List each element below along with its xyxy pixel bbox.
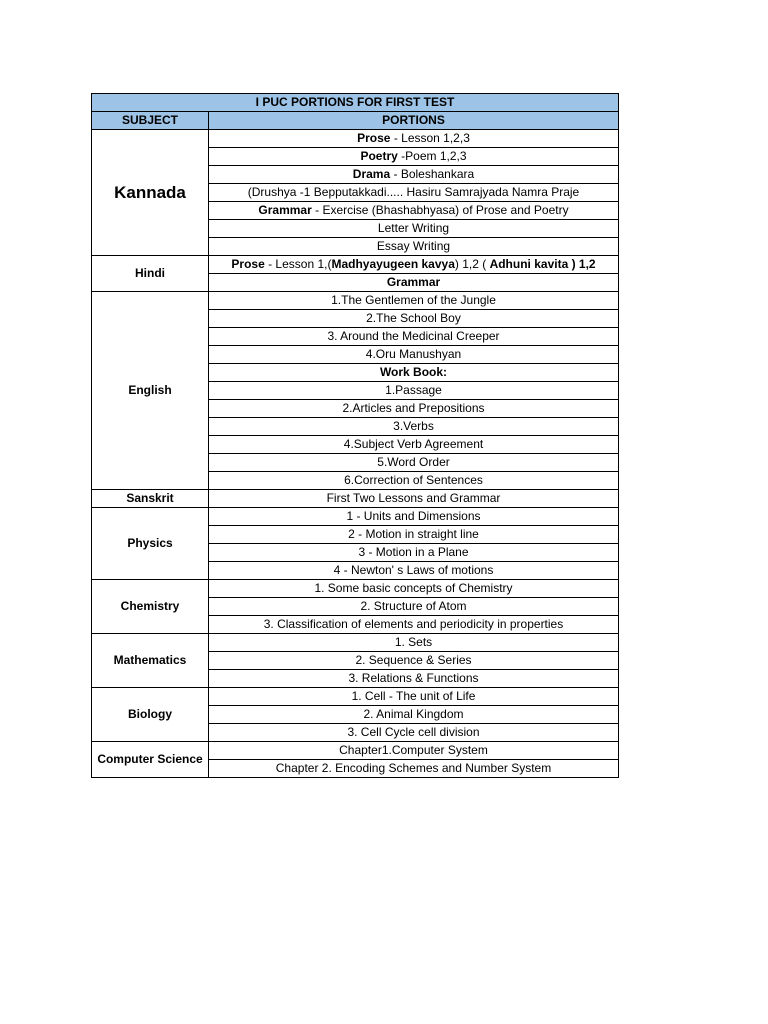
portion-text: - Exercise (Bhashabhyasa) of Prose and Poetry bbox=[311, 203, 569, 217]
subject-cell: English bbox=[92, 292, 209, 490]
table-row bbox=[92, 688, 619, 706]
portion-text: (Drushya -1 Bepputakkadi..... Hasiru Samrajyada Namra Praje bbox=[247, 185, 580, 199]
subject-cell: Biology bbox=[92, 688, 209, 742]
portion-bold-text: Prose bbox=[357, 131, 391, 145]
portion-text: 4 - Newton' s Laws of motions bbox=[333, 563, 494, 577]
portion-cell bbox=[209, 724, 619, 742]
portion-text: 3. Cell Cycle cell division bbox=[347, 725, 480, 739]
subject-cell: Hindi bbox=[92, 256, 209, 292]
portion-cell bbox=[209, 688, 619, 706]
portion-bold-text: Madhyayugeen kavya bbox=[331, 257, 455, 271]
portion-text: 3. Classification of elements and periodicity in properties bbox=[263, 617, 564, 631]
portion-cell bbox=[209, 382, 619, 400]
table-row bbox=[92, 130, 619, 148]
subject-cell: Physics bbox=[92, 508, 209, 580]
portion-text: 2. Sequence & Series bbox=[355, 653, 472, 667]
header-row bbox=[92, 112, 619, 130]
table-row bbox=[92, 490, 619, 508]
portion-cell bbox=[209, 634, 619, 652]
portion-bold-text: Work Book: bbox=[379, 365, 448, 379]
portions-header: PORTIONS bbox=[209, 112, 619, 130]
portion-cell bbox=[209, 400, 619, 418]
subject-cell: Chemistry bbox=[92, 580, 209, 634]
portion-text: 3. Around the Medicinal Creeper bbox=[327, 329, 500, 343]
portion-cell bbox=[209, 598, 619, 616]
portion-cell bbox=[209, 148, 619, 166]
portion-text: 3. Relations & Functions bbox=[348, 671, 479, 685]
portion-text: - Lesson 1,( bbox=[264, 257, 332, 271]
table-row bbox=[92, 508, 619, 526]
portion-cell bbox=[209, 616, 619, 634]
portion-cell bbox=[209, 508, 619, 526]
portion-cell bbox=[209, 364, 619, 382]
portion-cell bbox=[209, 562, 619, 580]
portion-text: -Poem 1,2,3 bbox=[397, 149, 467, 163]
portion-text: First Two Lessons and Grammar bbox=[326, 491, 501, 505]
portions-table bbox=[91, 93, 619, 778]
portion-bold-text: Poetry bbox=[360, 149, 398, 163]
portion-cell bbox=[209, 742, 619, 760]
portion-cell bbox=[209, 760, 619, 778]
portion-text: 5.Word Order bbox=[377, 455, 450, 469]
table-row bbox=[92, 256, 619, 274]
portion-bold-text: Drama bbox=[352, 167, 391, 181]
subject-cell: Sanskrit bbox=[92, 490, 209, 508]
portion-text: 4.Subject Verb Agreement bbox=[343, 437, 484, 451]
portion-text: 1. Sets bbox=[394, 635, 433, 649]
table-row bbox=[92, 580, 619, 598]
portion-text: - Lesson 1,2,3 bbox=[390, 131, 470, 145]
portion-cell bbox=[209, 490, 619, 508]
portion-bold-text: Grammar bbox=[258, 203, 312, 217]
portion-text: - Boleshankara bbox=[390, 167, 475, 181]
portion-text: Chapter1.Computer System bbox=[339, 743, 488, 757]
portion-text: 2.Articles and Prepositions bbox=[342, 401, 485, 415]
portion-cell bbox=[209, 220, 619, 238]
portion-bold-text: Prose bbox=[231, 257, 265, 271]
table-row bbox=[92, 742, 619, 760]
portion-text: Chapter 2. Encoding Schemes and Number System bbox=[275, 761, 552, 775]
table-row bbox=[92, 292, 619, 310]
portion-cell bbox=[209, 472, 619, 490]
portion-cell bbox=[209, 526, 619, 544]
portion-text: 2. Animal Kingdom bbox=[363, 707, 464, 721]
portion-cell bbox=[209, 202, 619, 220]
portion-text: 2 - Motion in straight line bbox=[348, 527, 479, 541]
table-row bbox=[92, 634, 619, 652]
portion-text: 3.Verbs bbox=[393, 419, 434, 433]
portion-text: 2. Structure of Atom bbox=[360, 599, 467, 613]
portion-cell bbox=[209, 652, 619, 670]
portion-bold-text: Grammar bbox=[386, 275, 441, 289]
portion-text: ) 1,2 ( bbox=[454, 257, 490, 271]
portion-cell bbox=[209, 436, 619, 454]
portion-cell bbox=[209, 256, 619, 274]
portion-cell bbox=[209, 238, 619, 256]
portion-cell bbox=[209, 130, 619, 148]
portion-cell bbox=[209, 454, 619, 472]
portion-cell bbox=[209, 184, 619, 202]
portion-text: 2.The School Boy bbox=[366, 311, 461, 325]
portion-cell bbox=[209, 580, 619, 598]
portion-text: 6.Correction of Sentences bbox=[344, 473, 483, 487]
portion-text: Essay Writing bbox=[376, 239, 451, 253]
portion-cell bbox=[209, 328, 619, 346]
portion-text: 1.The Gentlemen of the Jungle bbox=[331, 293, 496, 307]
portion-text: 3 - Motion in a Plane bbox=[358, 545, 469, 559]
portion-bold-text: Adhuni kavita ) 1,2 bbox=[489, 257, 596, 271]
portion-cell bbox=[209, 292, 619, 310]
portion-text: Letter Writing bbox=[377, 221, 450, 235]
portion-cell bbox=[209, 670, 619, 688]
table-title: I PUC PORTIONS FOR FIRST TEST bbox=[92, 94, 619, 112]
subject-cell: Computer Science bbox=[92, 742, 209, 778]
subject-cell: Mathematics bbox=[92, 634, 209, 688]
portion-text: 1. Cell - The unit of Life bbox=[351, 689, 476, 703]
portion-cell bbox=[209, 274, 619, 292]
portion-text: 4.Oru Manushyan bbox=[365, 347, 462, 361]
portion-text: 1.Passage bbox=[385, 383, 442, 397]
portion-text: 1 - Units and Dimensions bbox=[346, 509, 481, 523]
portion-cell bbox=[209, 418, 619, 436]
table-body bbox=[92, 130, 619, 778]
portion-cell bbox=[209, 310, 619, 328]
portion-text: 1. Some basic concepts of Chemistry bbox=[314, 581, 513, 595]
portion-cell bbox=[209, 346, 619, 364]
portion-cell bbox=[209, 166, 619, 184]
subject-header: SUBJECT bbox=[92, 112, 209, 130]
title-row bbox=[92, 94, 619, 112]
portion-cell bbox=[209, 544, 619, 562]
portion-cell bbox=[209, 706, 619, 724]
subject-cell: Kannada bbox=[92, 130, 209, 256]
